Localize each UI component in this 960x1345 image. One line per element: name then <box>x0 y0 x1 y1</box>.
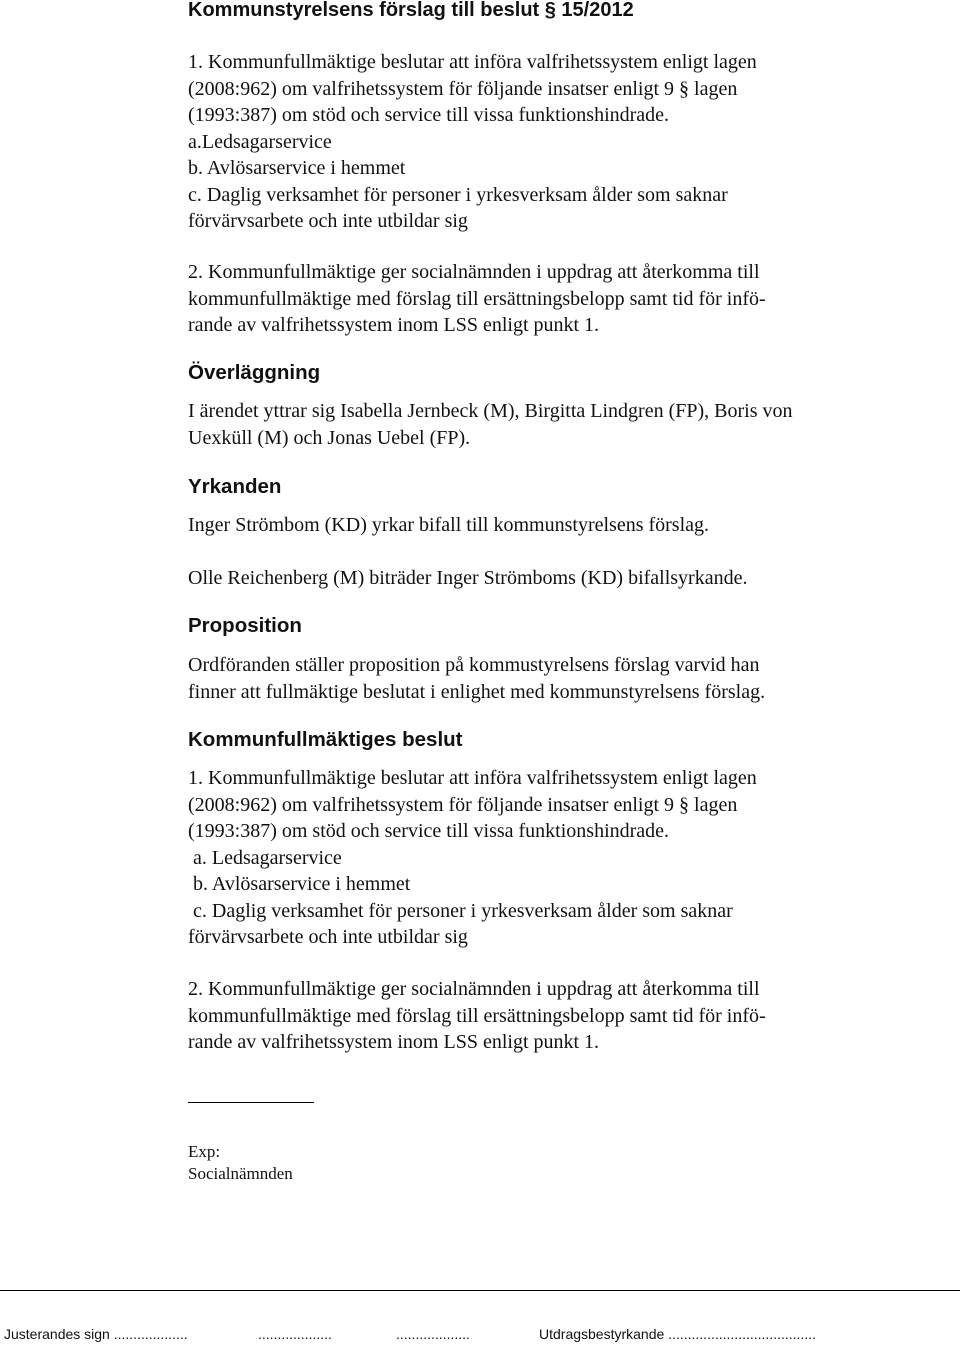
yrkanden-line-2: Olle Reichenberg (M) biträder Inger Strömboms (KD) bifallsyrkande. <box>188 567 748 589</box>
list-item: b. Avlösarservice i hemmet <box>188 873 411 895</box>
text-line: 1. Kommunfullmäktige beslutar att införa valfrihetssystem enligt lagen <box>188 51 757 73</box>
beslut-paragraph-2 <box>188 976 766 1056</box>
list-item: c. Daglig verksamhet för personer i yrkesverksam ålder som saknar <box>188 183 728 206</box>
list-item: c. Daglig verksamhet för personer i yrkesverksam ålder som saknar <box>188 899 733 922</box>
section-heading-overlaggning: Överläggning <box>188 361 321 384</box>
yrkanden-line-1: Inger Strömbom (KD) yrkar bifall till kommunstyrelsens förslag. <box>188 514 710 536</box>
text-line: Uexküll (M) och Jonas Uebel (FP). <box>188 426 471 449</box>
beslut-paragraph-1 <box>188 765 757 951</box>
text-line: 2. Kommunfullmäktige ger socialnämnden i uppdrag att återkomma till <box>188 261 760 283</box>
text-line: I ärendet yttrar sig Isabella Jernbeck (M), Birgitta Lindgren (FP), Boris von <box>188 400 793 422</box>
text-line: finner att fullmäktige beslutat i enlighet med kommunstyrelsens förslag. <box>188 680 766 703</box>
text-line: (2008:962) om valfrihetssystem för följande insatser enligt 9 § lagen <box>188 77 738 100</box>
text-line: rande av valfrihetssystem inom LSS enligt punkt 1. <box>188 314 600 336</box>
section-heading-beslut: Kommunfullmäktiges beslut <box>188 728 463 751</box>
text-line: kommunfullmäktige med förslag till ersättningsbelopp samt tid för infö- <box>188 1004 766 1027</box>
text-line: 1. Kommunfullmäktige beslutar att införa valfrihetssystem enligt lagen <box>188 767 757 789</box>
expedition-label: Exp: <box>188 1142 221 1161</box>
signature-divider <box>188 1102 314 1103</box>
text-line: 2. Kommunfullmäktige ger socialnämnden i uppdrag att återkomma till <box>188 978 760 1000</box>
footer-sign-field-3: ................... <box>396 1326 470 1342</box>
list-item: a.Ledsagarservice <box>188 130 332 153</box>
section-heading-yrkanden: Yrkanden <box>188 475 282 498</box>
section-heading-proposition: Proposition <box>188 614 302 637</box>
proposal-paragraph-1 <box>188 49 757 235</box>
text-line: Ordföranden ställer proposition på kommustyrelsens förslag varvid han <box>188 654 760 676</box>
list-item: a. Ledsagarservice <box>188 846 342 869</box>
page-heading: Kommunstyrelsens förslag till beslut § 15/2012 <box>188 0 634 21</box>
proposition-text <box>188 652 765 705</box>
footer-utdragsbestyrkande: Utdragsbestyrkande ...................................... <box>539 1326 816 1342</box>
text-line: (2008:962) om valfrihetssystem för följande insatser enligt 9 § lagen <box>188 793 738 816</box>
proposal-paragraph-2 <box>188 259 766 339</box>
list-item: förvärvsarbete och inte utbildar sig <box>188 210 468 232</box>
overlaggning-text <box>188 398 792 451</box>
list-item: förvärvsarbete och inte utbildar sig <box>188 926 468 948</box>
text-line: (1993:387) om stöd och service till vissa funktionshindrade. <box>188 104 670 126</box>
list-item: b. Avlösarservice i hemmet <box>188 157 406 179</box>
footer-divider <box>0 1290 960 1291</box>
text-line: kommunfullmäktige med förslag till ersättningsbelopp samt tid för infö- <box>188 287 766 310</box>
text-line: rande av valfrihetssystem inom LSS enligt punkt 1. <box>188 1031 600 1053</box>
expedition-recipient: Socialnämnden <box>188 1164 293 1183</box>
footer-sign-field-2: ................... <box>258 1326 332 1342</box>
footer-justerandes-sign: Justerandes sign ................... <box>4 1326 188 1342</box>
text-line: (1993:387) om stöd och service till vissa funktionshindrade. <box>188 820 670 842</box>
